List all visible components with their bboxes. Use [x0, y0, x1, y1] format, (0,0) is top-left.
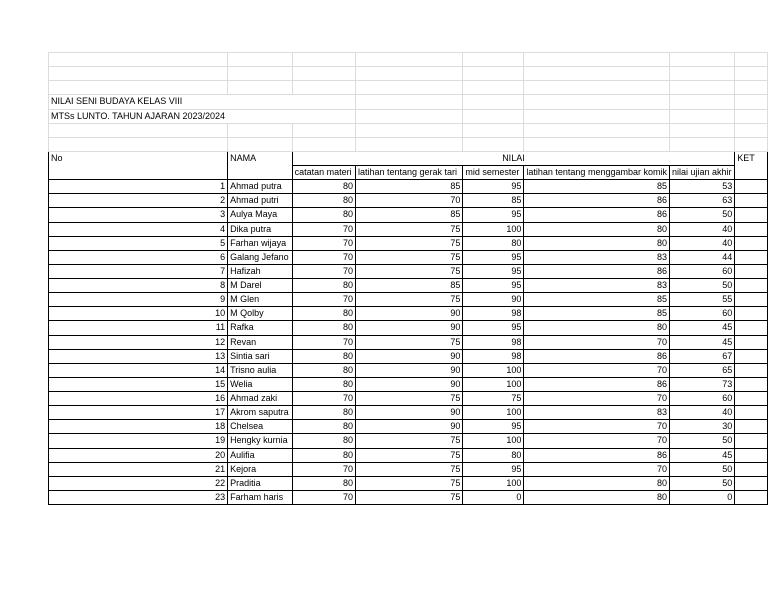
cell-no[interactable]: 12 — [49, 335, 228, 349]
cell-no[interactable]: 6 — [49, 250, 228, 264]
cell-catatan-materi[interactable]: 70 — [292, 462, 355, 476]
cell-ujian-akhir[interactable]: 50 — [669, 208, 734, 222]
cell-gerak-tari[interactable]: 90 — [355, 349, 462, 363]
cell-mid-semester[interactable]: 100 — [463, 377, 524, 391]
cell-ujian-akhir[interactable]: 73 — [669, 377, 734, 391]
cell-ket[interactable] — [735, 208, 768, 222]
cell-catatan-materi[interactable]: 80 — [292, 180, 355, 194]
header-nama[interactable]: NAMA — [228, 151, 293, 179]
cell-mid-semester[interactable]: 95 — [463, 279, 524, 293]
cell-mid-semester[interactable]: 85 — [463, 194, 524, 208]
cell-menggambar-komik[interactable]: 80 — [524, 321, 670, 335]
cell-gerak-tari[interactable]: 70 — [355, 194, 462, 208]
cell-ket[interactable] — [735, 293, 768, 307]
cell-catatan-materi[interactable]: 80 — [292, 420, 355, 434]
cell-no[interactable]: 19 — [49, 434, 228, 448]
cell[interactable] — [355, 53, 462, 67]
cell-no[interactable]: 17 — [49, 406, 228, 420]
cell-catatan-materi[interactable]: 70 — [292, 293, 355, 307]
cell-ket[interactable] — [735, 335, 768, 349]
cell-ujian-akhir[interactable]: 40 — [669, 222, 734, 236]
cell-ujian-akhir[interactable]: 53 — [669, 180, 734, 194]
cell-gerak-tari[interactable]: 75 — [355, 236, 462, 250]
cell-ujian-akhir[interactable]: 45 — [669, 335, 734, 349]
cell-gerak-tari[interactable]: 75 — [355, 335, 462, 349]
cell-gerak-tari[interactable]: 75 — [355, 490, 462, 504]
cell-menggambar-komik[interactable]: 85 — [524, 180, 670, 194]
cell-ket[interactable] — [735, 236, 768, 250]
cell-ket[interactable] — [735, 377, 768, 391]
cell-menggambar-komik[interactable]: 80 — [524, 490, 670, 504]
cell-no[interactable]: 16 — [49, 392, 228, 406]
cell-ket[interactable] — [735, 349, 768, 363]
cell-menggambar-komik[interactable]: 80 — [524, 222, 670, 236]
cell-menggambar-komik[interactable]: 70 — [524, 434, 670, 448]
cell-ujian-akhir[interactable]: 40 — [669, 236, 734, 250]
cell-nama[interactable]: Welia — [228, 377, 293, 391]
cell-menggambar-komik[interactable]: 80 — [524, 476, 670, 490]
header-menggambar-komik[interactable]: latihan tentang menggambar komik — [524, 166, 670, 180]
cell-gerak-tari[interactable]: 75 — [355, 448, 462, 462]
cell-mid-semester[interactable]: 100 — [463, 222, 524, 236]
cell[interactable] — [49, 67, 228, 81]
cell-gerak-tari[interactable]: 90 — [355, 307, 462, 321]
cell-ujian-akhir[interactable]: 55 — [669, 293, 734, 307]
cell-menggambar-komik[interactable]: 83 — [524, 250, 670, 264]
table-row — [49, 476, 768, 490]
cell-menggambar-komik[interactable]: 86 — [524, 194, 670, 208]
cell-nama[interactable]: Aulifia — [228, 448, 293, 462]
cell-nama[interactable]: Rafka — [228, 321, 293, 335]
cell-ujian-akhir[interactable]: 44 — [669, 250, 734, 264]
table-row — [49, 406, 768, 420]
cell-nama[interactable]: Trisno aulia — [228, 363, 293, 377]
cell-nama[interactable]: M Glen — [228, 293, 293, 307]
cell-mid-semester[interactable]: 95 — [463, 180, 524, 194]
cell-no[interactable]: 14 — [49, 363, 228, 377]
cell-catatan-materi[interactable]: 80 — [292, 448, 355, 462]
cell-ket[interactable] — [735, 264, 768, 278]
cell-menggambar-komik[interactable]: 70 — [524, 363, 670, 377]
cell-ket[interactable] — [735, 392, 768, 406]
cell[interactable] — [735, 81, 768, 95]
cell-catatan-materi[interactable]: 80 — [292, 476, 355, 490]
cell-mid-semester[interactable]: 80 — [463, 236, 524, 250]
cell-nama[interactable]: M Darel — [228, 279, 293, 293]
cell[interactable] — [669, 53, 734, 67]
table-row — [49, 236, 768, 250]
cell-ket[interactable] — [735, 222, 768, 236]
cell-ket[interactable] — [735, 448, 768, 462]
cell-gerak-tari[interactable]: 90 — [355, 406, 462, 420]
table-row — [49, 250, 768, 264]
cell-nama[interactable]: Aulya Maya — [228, 208, 293, 222]
cell-ujian-akhir[interactable]: 40 — [669, 406, 734, 420]
table-row — [49, 279, 768, 293]
cell-ket[interactable] — [735, 476, 768, 490]
cell-ket[interactable] — [735, 420, 768, 434]
cell-ujian-akhir[interactable]: 45 — [669, 321, 734, 335]
table-row — [49, 293, 768, 307]
cell[interactable] — [292, 123, 355, 137]
cell[interactable] — [735, 137, 768, 151]
cell-menggambar-komik[interactable]: 86 — [524, 264, 670, 278]
cell-nama[interactable]: M Qolby — [228, 307, 293, 321]
cell[interactable] — [49, 53, 228, 67]
cell-ujian-akhir[interactable]: 63 — [669, 194, 734, 208]
cell-ujian-akhir[interactable]: 65 — [669, 363, 734, 377]
cell-menggambar-komik[interactable]: 70 — [524, 462, 670, 476]
cell-menggambar-komik[interactable]: 83 — [524, 406, 670, 420]
cell-nama[interactable]: Praditia — [228, 476, 293, 490]
cell-catatan-materi[interactable]: 80 — [292, 307, 355, 321]
cell-no[interactable]: 10 — [49, 307, 228, 321]
cell-nama[interactable]: Sintia sari — [228, 349, 293, 363]
cell-gerak-tari[interactable]: 75 — [355, 264, 462, 278]
cell-no[interactable]: 3 — [49, 208, 228, 222]
cell[interactable] — [228, 53, 293, 67]
header-ket[interactable]: KET — [735, 151, 768, 179]
cell-nama[interactable]: Chelsea — [228, 420, 293, 434]
cell-gerak-tari[interactable]: 75 — [355, 434, 462, 448]
header-no[interactable]: No — [49, 151, 228, 179]
table-row — [49, 349, 768, 363]
cell[interactable] — [463, 95, 524, 109]
sheet-title-line1: NILAI SENI BUDAYA KELAS VIII — [51, 96, 183, 107]
cell-ujian-akhir[interactable]: 0 — [669, 490, 734, 504]
cell-gerak-tari[interactable]: 85 — [355, 180, 462, 194]
cell-menggambar-komik[interactable]: 83 — [524, 279, 670, 293]
cell-menggambar-komik[interactable]: 80 — [524, 236, 670, 250]
cell-gerak-tari[interactable]: 75 — [355, 392, 462, 406]
cell-ujian-akhir[interactable]: 45 — [669, 448, 734, 462]
cell[interactable] — [735, 123, 768, 137]
cell-ket[interactable] — [735, 490, 768, 504]
cell[interactable] — [355, 95, 462, 109]
cell-catatan-materi[interactable]: 70 — [292, 222, 355, 236]
cell-nama[interactable]: Akrom saputra — [228, 406, 293, 420]
cell-ujian-akhir[interactable]: 60 — [669, 264, 734, 278]
cell[interactable] — [292, 53, 355, 67]
cell-ujian-akhir[interactable]: 30 — [669, 420, 734, 434]
cell-mid-semester[interactable]: 100 — [463, 406, 524, 420]
table-row — [49, 363, 768, 377]
cell-catatan-materi[interactable]: 70 — [292, 490, 355, 504]
cell-mid-semester[interactable]: 95 — [463, 420, 524, 434]
table-row — [49, 462, 768, 476]
table-row — [49, 448, 768, 462]
cell-menggambar-komik[interactable]: 86 — [524, 208, 670, 222]
cell-catatan-materi[interactable]: 80 — [292, 321, 355, 335]
header-catatan-materi[interactable]: catatan materi — [292, 166, 355, 180]
cell[interactable] — [735, 95, 768, 109]
cell-gerak-tari[interactable]: 90 — [355, 321, 462, 335]
cell-ujian-akhir[interactable]: 50 — [669, 462, 734, 476]
cell[interactable] — [463, 123, 524, 137]
cell-catatan-materi[interactable]: 80 — [292, 406, 355, 420]
cell-gerak-tari[interactable]: 90 — [355, 420, 462, 434]
cell-no[interactable]: 8 — [49, 279, 228, 293]
cell-ket[interactable] — [735, 307, 768, 321]
cell-catatan-materi[interactable]: 70 — [292, 236, 355, 250]
cell-ket[interactable] — [735, 434, 768, 448]
cell-no[interactable]: 23 — [49, 490, 228, 504]
cell[interactable] — [292, 81, 355, 95]
cell[interactable] — [228, 81, 293, 95]
cell-no[interactable]: 2 — [49, 194, 228, 208]
cell[interactable] — [524, 95, 670, 109]
cell-catatan-materi[interactable]: 80 — [292, 194, 355, 208]
cell[interactable] — [355, 81, 462, 95]
table-row — [49, 264, 768, 278]
cell-mid-semester[interactable]: 90 — [463, 293, 524, 307]
cell-gerak-tari[interactable]: 75 — [355, 476, 462, 490]
cell[interactable] — [228, 109, 293, 123]
cell-menggambar-komik[interactable]: 86 — [524, 377, 670, 391]
cell-ujian-akhir[interactable]: 50 — [669, 279, 734, 293]
cell-menggambar-komik[interactable]: 85 — [524, 307, 670, 321]
cell-catatan-materi[interactable]: 80 — [292, 349, 355, 363]
cell[interactable] — [735, 109, 768, 123]
cell[interactable] — [49, 123, 228, 137]
table-row — [49, 335, 768, 349]
cell[interactable] — [669, 109, 734, 123]
cell-mid-semester[interactable]: 100 — [463, 363, 524, 377]
cell-menggambar-komik[interactable]: 70 — [524, 392, 670, 406]
cell-catatan-materi[interactable]: 70 — [292, 264, 355, 278]
cell-mid-semester[interactable]: 100 — [463, 476, 524, 490]
cell-nama[interactable]: Dika putra — [228, 222, 293, 236]
cell-gerak-tari[interactable]: 90 — [355, 377, 462, 391]
title-line2-cell[interactable] — [49, 109, 228, 123]
table-row — [49, 434, 768, 448]
cell-ket[interactable] — [735, 462, 768, 476]
cell-gerak-tari[interactable]: 75 — [355, 250, 462, 264]
cell[interactable] — [463, 53, 524, 67]
cell-nama[interactable]: Revan — [228, 335, 293, 349]
cell[interactable] — [228, 137, 293, 151]
cell-no[interactable]: 22 — [49, 476, 228, 490]
cell-catatan-materi[interactable]: 80 — [292, 434, 355, 448]
cell-ket[interactable] — [735, 194, 768, 208]
cell[interactable] — [669, 67, 734, 81]
cell[interactable] — [669, 123, 734, 137]
header-nilai[interactable]: NILAI — [292, 151, 735, 165]
title-line1-cell[interactable] — [49, 95, 228, 109]
table-row — [49, 180, 768, 194]
table-row — [49, 222, 768, 236]
cell-menggambar-komik[interactable]: 86 — [524, 349, 670, 363]
cell-menggambar-komik[interactable]: 86 — [524, 448, 670, 462]
cell-ket[interactable] — [735, 363, 768, 377]
cell-mid-semester[interactable]: 95 — [463, 321, 524, 335]
cell[interactable] — [355, 137, 462, 151]
cell-no[interactable]: 9 — [49, 293, 228, 307]
cell[interactable] — [463, 137, 524, 151]
header-ujian-akhir[interactable]: nilai ujian akhir — [669, 166, 734, 180]
cell-gerak-tari[interactable]: 75 — [355, 462, 462, 476]
cell-gerak-tari[interactable]: 75 — [355, 222, 462, 236]
cell[interactable] — [524, 67, 670, 81]
header-gerak-tari[interactable]: latihan tentang gerak tari — [355, 166, 462, 180]
cell-ket[interactable] — [735, 250, 768, 264]
cell-mid-semester[interactable]: 98 — [463, 349, 524, 363]
cell[interactable] — [292, 109, 355, 123]
cell[interactable] — [355, 123, 462, 137]
cell[interactable] — [355, 67, 462, 81]
cell-mid-semester[interactable]: 95 — [463, 250, 524, 264]
cell[interactable] — [669, 81, 734, 95]
cell-catatan-materi[interactable]: 70 — [292, 392, 355, 406]
cell-no[interactable]: 7 — [49, 264, 228, 278]
cell-menggambar-komik[interactable]: 85 — [524, 293, 670, 307]
header-mid-semester[interactable]: mid semester — [463, 166, 524, 180]
cell-mid-semester[interactable]: 100 — [463, 434, 524, 448]
cell-gerak-tari[interactable]: 75 — [355, 293, 462, 307]
cell-no[interactable]: 20 — [49, 448, 228, 462]
cell-nama[interactable]: Kejora — [228, 462, 293, 476]
cell-no[interactable]: 5 — [49, 236, 228, 250]
cell-mid-semester[interactable]: 80 — [463, 448, 524, 462]
cell-no[interactable]: 21 — [49, 462, 228, 476]
cell-nama[interactable]: Hengky kurnia — [228, 434, 293, 448]
cell-mid-semester[interactable]: 95 — [463, 462, 524, 476]
cell-catatan-materi[interactable]: 80 — [292, 208, 355, 222]
cell-menggambar-komik[interactable]: 70 — [524, 335, 670, 349]
cell-nama[interactable]: Hafizah — [228, 264, 293, 278]
cell[interactable] — [228, 95, 293, 109]
cell-catatan-materi[interactable]: 80 — [292, 279, 355, 293]
cell-ujian-akhir[interactable]: 50 — [669, 476, 734, 490]
cell[interactable] — [355, 109, 462, 123]
cell-mid-semester[interactable]: 0 — [463, 490, 524, 504]
table-row — [49, 307, 768, 321]
table-row — [49, 420, 768, 434]
cell[interactable] — [524, 81, 670, 95]
cell-gerak-tari[interactable]: 85 — [355, 279, 462, 293]
cell[interactable] — [524, 109, 670, 123]
cell[interactable] — [228, 67, 293, 81]
cell[interactable] — [735, 53, 768, 67]
cell-ket[interactable] — [735, 406, 768, 420]
sheet-title-line2: MTSs LUNTO. TAHUN AJARAN 2023/2024 — [51, 110, 226, 121]
cell-gerak-tari[interactable]: 85 — [355, 208, 462, 222]
cell-no[interactable]: 15 — [49, 377, 228, 391]
cell[interactable] — [292, 95, 355, 109]
cell[interactable] — [463, 81, 524, 95]
cell-ujian-akhir[interactable]: 60 — [669, 392, 734, 406]
cell[interactable] — [524, 137, 670, 151]
cell-gerak-tari[interactable]: 90 — [355, 363, 462, 377]
cell-catatan-materi[interactable]: 80 — [292, 363, 355, 377]
cell-nama[interactable]: Galang Jefano — [228, 250, 293, 264]
table-row — [49, 377, 768, 391]
table-row — [49, 392, 768, 406]
cell-catatan-materi[interactable]: 70 — [292, 250, 355, 264]
table-row — [49, 490, 768, 504]
cell[interactable] — [735, 67, 768, 81]
table-row — [49, 194, 768, 208]
cell[interactable] — [669, 137, 734, 151]
cell[interactable] — [463, 67, 524, 81]
cell-menggambar-komik[interactable]: 70 — [524, 420, 670, 434]
cell-ujian-akhir[interactable]: 67 — [669, 349, 734, 363]
cell[interactable] — [292, 67, 355, 81]
cell-mid-semester[interactable]: 98 — [463, 307, 524, 321]
cell-no[interactable]: 18 — [49, 420, 228, 434]
cell[interactable] — [49, 137, 228, 151]
cell-mid-semester[interactable]: 75 — [463, 392, 524, 406]
cell-nama[interactable]: Ahmad putri — [228, 194, 293, 208]
cell-ujian-akhir[interactable]: 60 — [669, 307, 734, 321]
cell-mid-semester[interactable]: 98 — [463, 335, 524, 349]
cell-catatan-materi[interactable]: 80 — [292, 377, 355, 391]
cell-nama[interactable]: Ahmad zaki — [228, 392, 293, 406]
cell[interactable] — [524, 123, 670, 137]
table-row — [49, 321, 768, 335]
cell-nama[interactable]: Ahmad putra — [228, 180, 293, 194]
cell[interactable] — [292, 137, 355, 151]
table-row — [49, 208, 768, 222]
cell[interactable] — [524, 53, 670, 67]
cell-no[interactable]: 1 — [49, 180, 228, 194]
cell-catatan-materi[interactable]: 70 — [292, 335, 355, 349]
cell-no[interactable]: 13 — [49, 349, 228, 363]
cell-ket[interactable] — [735, 321, 768, 335]
cell-no[interactable]: 4 — [49, 222, 228, 236]
cell-ket[interactable] — [735, 279, 768, 293]
cell-mid-semester[interactable]: 95 — [463, 264, 524, 278]
cell-ket[interactable] — [735, 180, 768, 194]
grade-sheet — [48, 52, 768, 505]
cell-ujian-akhir[interactable]: 50 — [669, 434, 734, 448]
cell[interactable] — [463, 109, 524, 123]
cell[interactable] — [228, 123, 293, 137]
cell[interactable] — [669, 95, 734, 109]
cell-mid-semester[interactable]: 95 — [463, 208, 524, 222]
cell-nama[interactable]: Farham haris — [228, 490, 293, 504]
cell-nama[interactable]: Farhan wijaya — [228, 236, 293, 250]
cell-no[interactable]: 11 — [49, 321, 228, 335]
cell[interactable] — [49, 81, 228, 95]
